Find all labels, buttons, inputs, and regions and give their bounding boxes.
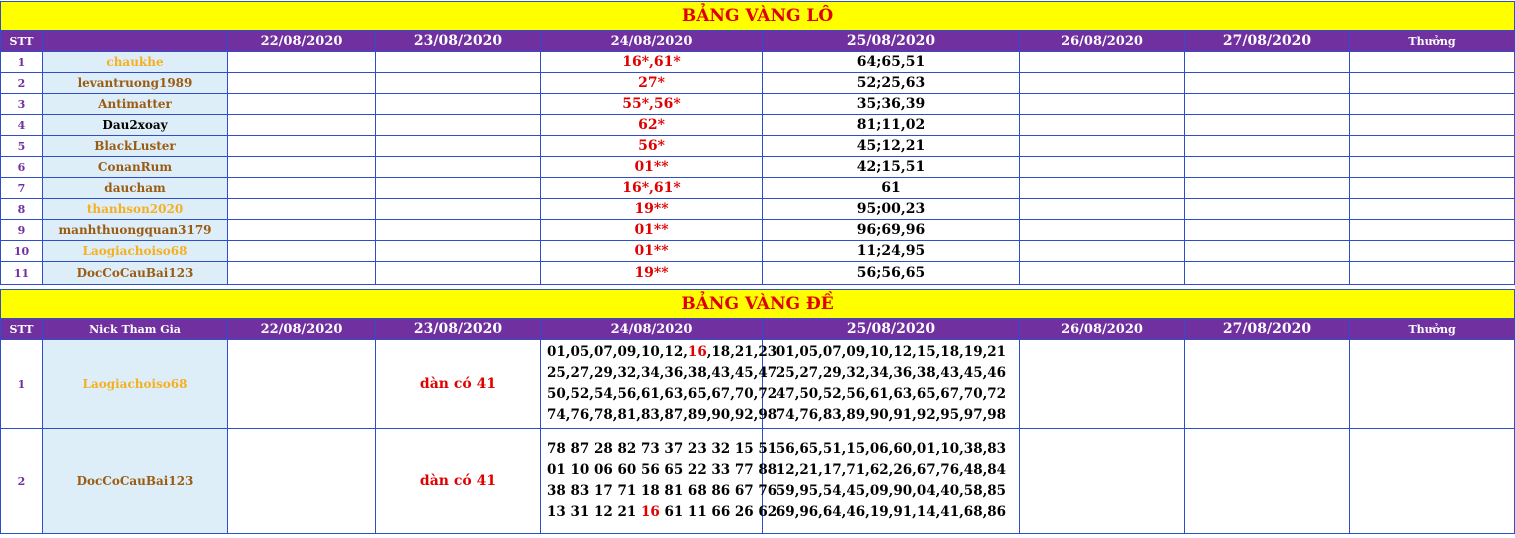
lo-table-title: BẢNG VÀNG LÔ bbox=[1, 2, 1515, 31]
lo-table-row bbox=[1, 157, 1515, 178]
lo-cell-date-3: 55*,56* bbox=[541, 94, 763, 115]
de-cell-stt: 2 bbox=[1, 429, 43, 534]
number-line bbox=[547, 481, 778, 502]
lo-header-date-1: 22/08/2020 bbox=[228, 31, 376, 52]
lo-cell-date-5 bbox=[1020, 220, 1185, 241]
lo-cell-nick: ConanRum bbox=[43, 157, 228, 178]
lo-cell-date-1 bbox=[228, 52, 376, 73]
lo-cell-stt: 6 bbox=[1, 157, 43, 178]
lo-cell-date-4: 64;65,51 bbox=[763, 52, 1020, 73]
number-text: 01,05,07,09,10,12, bbox=[547, 344, 688, 360]
lo-header-row bbox=[1, 31, 1515, 52]
lo-cell-date-5 bbox=[1020, 157, 1185, 178]
lo-cell-date-2 bbox=[376, 52, 541, 73]
lo-cell-date-2 bbox=[376, 178, 541, 199]
lo-table-row bbox=[1, 115, 1515, 136]
lo-cell-date-6 bbox=[1185, 220, 1350, 241]
lo-cell-nick: levantruong1989 bbox=[43, 73, 228, 94]
de-cell-nick: Laogiachoiso68 bbox=[43, 340, 228, 429]
de-header-row bbox=[1, 319, 1515, 340]
lo-table-row bbox=[1, 136, 1515, 157]
lo-cell-date-4: 81;11,02 bbox=[763, 115, 1020, 136]
de-header-date-4: 25/08/2020 bbox=[763, 319, 1020, 340]
lo-table-row bbox=[1, 73, 1515, 94]
lo-cell-date-2 bbox=[376, 94, 541, 115]
lo-cell-date-4: 95;00,23 bbox=[763, 199, 1020, 220]
lo-cell-date-5 bbox=[1020, 73, 1185, 94]
de-table-row bbox=[1, 429, 1515, 534]
lo-cell-reward bbox=[1350, 178, 1515, 199]
lo-table-row bbox=[1, 220, 1515, 241]
lo-table-row bbox=[1, 262, 1515, 285]
lo-cell-date-2 bbox=[376, 157, 541, 178]
lo-table-row bbox=[1, 241, 1515, 262]
lo-cell-date-2 bbox=[376, 199, 541, 220]
lo-cell-date-6 bbox=[1185, 262, 1350, 285]
lo-cell-date-1 bbox=[228, 157, 376, 178]
highlighted-number: 16 bbox=[687, 344, 707, 360]
lo-cell-reward bbox=[1350, 157, 1515, 178]
lo-cell-date-1 bbox=[228, 220, 376, 241]
lo-cell-stt: 5 bbox=[1, 136, 43, 157]
lo-cell-date-5 bbox=[1020, 115, 1185, 136]
number-line: 12,21,17,71,62,26,67,76,48,84 bbox=[775, 462, 1007, 478]
lo-cell-date-5 bbox=[1020, 199, 1185, 220]
lo-header-reward: Thưởng bbox=[1350, 31, 1515, 52]
lo-cell-date-5 bbox=[1020, 178, 1185, 199]
lo-cell-date-3: 27* bbox=[541, 73, 763, 94]
lo-cell-stt: 9 bbox=[1, 220, 43, 241]
de-cell-date-3 bbox=[541, 429, 778, 534]
de-header-date-5: 26/08/2020 bbox=[1020, 319, 1185, 340]
de-table-title: BẢNG VÀNG ĐỀ bbox=[1, 290, 1515, 319]
lo-cell-nick: thanhson2020 bbox=[43, 199, 228, 220]
lo-cell-stt: 2 bbox=[1, 73, 43, 94]
lo-cell-date-4: 96;69,96 bbox=[763, 220, 1020, 241]
lo-cell-reward bbox=[1350, 52, 1515, 73]
lo-cell-date-6 bbox=[1185, 115, 1350, 136]
lo-cell-date-6 bbox=[1185, 241, 1350, 262]
lo-cell-date-5 bbox=[1020, 241, 1185, 262]
lo-header-date-3: 24/08/2020 bbox=[541, 31, 763, 52]
lo-cell-date-5 bbox=[1020, 52, 1185, 73]
number-text: 78 87 28 82 73 37 23 32 15 51 bbox=[547, 441, 778, 457]
de-cell-nick: DocCoCauBai123 bbox=[43, 429, 228, 534]
de-header-date-2: 23/08/2020 bbox=[376, 319, 541, 340]
de-header-date-1: 22/08/2020 bbox=[228, 319, 376, 340]
lo-cell-date-2 bbox=[376, 262, 541, 285]
de-cell-date-3 bbox=[541, 340, 778, 429]
number-line bbox=[547, 342, 778, 363]
de-cell-reward bbox=[1350, 429, 1515, 534]
lo-header-date-6: 27/08/2020 bbox=[1185, 31, 1350, 52]
number-line: 47,50,52,56,61,63,65,67,70,72 bbox=[775, 386, 1007, 402]
lo-cell-stt: 11 bbox=[1, 262, 43, 285]
de-cell-date-6 bbox=[1185, 340, 1350, 429]
number-text: ,18,21,23 bbox=[706, 344, 778, 360]
lo-cell-stt: 1 bbox=[1, 52, 43, 73]
lo-cell-date-4: 45;12,21 bbox=[763, 136, 1020, 157]
number-line: 25,27,29,32,34,36,38,43,45,46 bbox=[775, 365, 1007, 381]
lo-cell-date-2 bbox=[376, 73, 541, 94]
number-text: 01 10 06 60 56 65 22 33 77 88 bbox=[547, 462, 778, 478]
de-cell-date-5 bbox=[1020, 340, 1185, 429]
lo-header-date-5: 26/08/2020 bbox=[1020, 31, 1185, 52]
lo-header-date-2: 23/08/2020 bbox=[376, 31, 541, 52]
de-header-date-3: 24/08/2020 bbox=[541, 319, 763, 340]
lo-cell-reward bbox=[1350, 115, 1515, 136]
number-line bbox=[547, 363, 778, 384]
lo-cell-reward bbox=[1350, 220, 1515, 241]
number-line: 01,05,07,09,10,12,15,18,19,21 bbox=[775, 344, 1007, 360]
de-table bbox=[0, 289, 1515, 534]
number-line bbox=[547, 384, 778, 405]
number-text: 13 31 12 21 bbox=[547, 504, 641, 520]
lo-cell-date-1 bbox=[228, 241, 376, 262]
lo-cell-date-6 bbox=[1185, 94, 1350, 115]
lo-cell-nick: BlackLuster bbox=[43, 136, 228, 157]
lo-table bbox=[0, 1, 1515, 285]
lo-cell-date-1 bbox=[228, 262, 376, 285]
number-line: 69,96,64,46,19,91,14,41,68,86 bbox=[775, 504, 1007, 520]
lo-cell-date-1 bbox=[228, 94, 376, 115]
lo-cell-date-6 bbox=[1185, 199, 1350, 220]
number-line: 56,65,51,15,06,60,01,10,38,83 bbox=[775, 441, 1007, 457]
lo-cell-date-5 bbox=[1020, 262, 1185, 285]
lo-cell-stt: 4 bbox=[1, 115, 43, 136]
lo-cell-date-3: 01** bbox=[541, 157, 763, 178]
lo-cell-date-3: 01** bbox=[541, 241, 763, 262]
lo-header-nick bbox=[43, 31, 228, 52]
lo-cell-date-3: 19** bbox=[541, 199, 763, 220]
lo-cell-date-4: 61 bbox=[763, 178, 1020, 199]
lo-cell-date-2 bbox=[376, 136, 541, 157]
de-cell-stt: 1 bbox=[1, 340, 43, 429]
number-line bbox=[547, 439, 778, 460]
number-text: 50,52,54,56,61,63,65,67,70,72 bbox=[547, 386, 778, 402]
number-text: 74,76,78,81,83,87,89,90,92,98 bbox=[547, 407, 778, 423]
lo-cell-date-1 bbox=[228, 178, 376, 199]
lo-cell-date-3: 01** bbox=[541, 220, 763, 241]
lo-cell-nick: manhthuongquan3179 bbox=[43, 220, 228, 241]
lo-cell-date-5 bbox=[1020, 94, 1185, 115]
lo-cell-reward bbox=[1350, 73, 1515, 94]
number-text: 38 83 17 71 18 81 68 86 67 76 bbox=[547, 483, 778, 499]
lo-cell-nick: Laogiachoiso68 bbox=[43, 241, 228, 262]
number-text: 61 11 66 26 62 bbox=[659, 504, 778, 520]
lo-header-date-4: 25/08/2020 bbox=[763, 31, 1020, 52]
de-header-date-6: 27/08/2020 bbox=[1185, 319, 1350, 340]
lo-cell-reward bbox=[1350, 241, 1515, 262]
number-line bbox=[547, 460, 778, 481]
de-header-nick: Nick Tham Gia bbox=[43, 319, 228, 340]
de-cell-date-5 bbox=[1020, 429, 1185, 534]
lo-table-row bbox=[1, 52, 1515, 73]
lo-cell-reward bbox=[1350, 94, 1515, 115]
lo-cell-nick: DocCoCauBai123 bbox=[43, 262, 228, 285]
lo-cell-nick: daucham bbox=[43, 178, 228, 199]
lo-table-row bbox=[1, 94, 1515, 115]
lo-cell-date-6 bbox=[1185, 73, 1350, 94]
lo-cell-date-6 bbox=[1185, 178, 1350, 199]
de-cell-date-1 bbox=[228, 429, 376, 534]
lo-cell-reward bbox=[1350, 136, 1515, 157]
lo-cell-reward bbox=[1350, 262, 1515, 285]
lo-cell-nick: Antimatter bbox=[43, 94, 228, 115]
lo-cell-date-4: 56;56,65 bbox=[763, 262, 1020, 285]
number-line bbox=[547, 502, 778, 523]
lo-cell-date-4: 52;25,63 bbox=[763, 73, 1020, 94]
lo-cell-stt: 10 bbox=[1, 241, 43, 262]
lo-cell-date-2 bbox=[376, 115, 541, 136]
lo-table-row bbox=[1, 199, 1515, 220]
de-cell-date-2: dàn có 41 bbox=[376, 429, 541, 534]
lo-cell-date-6 bbox=[1185, 52, 1350, 73]
de-cell-reward bbox=[1350, 340, 1515, 429]
lo-cell-date-3: 62* bbox=[541, 115, 763, 136]
lo-table-row bbox=[1, 178, 1515, 199]
number-line: 59,95,54,45,09,90,04,40,58,85 bbox=[775, 483, 1007, 499]
de-cell-date-6 bbox=[1185, 429, 1350, 534]
de-cell-date-4 bbox=[763, 340, 1020, 429]
lo-cell-reward bbox=[1350, 199, 1515, 220]
lo-cell-date-4: 11;24,95 bbox=[763, 241, 1020, 262]
lo-cell-stt: 3 bbox=[1, 94, 43, 115]
de-cell-date-2: dàn có 41 bbox=[376, 340, 541, 429]
lo-cell-nick: chaukhe bbox=[43, 52, 228, 73]
lo-cell-date-1 bbox=[228, 73, 376, 94]
lo-cell-date-6 bbox=[1185, 157, 1350, 178]
lo-cell-date-1 bbox=[228, 199, 376, 220]
lo-cell-date-4: 35;36,39 bbox=[763, 94, 1020, 115]
lo-cell-date-3: 16*,61* bbox=[541, 52, 763, 73]
lo-cell-date-3: 56* bbox=[541, 136, 763, 157]
lo-cell-date-2 bbox=[376, 220, 541, 241]
lo-cell-date-3: 16*,61* bbox=[541, 178, 763, 199]
lo-cell-date-2 bbox=[376, 241, 541, 262]
lo-cell-date-6 bbox=[1185, 136, 1350, 157]
lo-cell-stt: 7 bbox=[1, 178, 43, 199]
number-line bbox=[547, 405, 778, 426]
lo-cell-date-4: 42;15,51 bbox=[763, 157, 1020, 178]
lo-cell-date-5 bbox=[1020, 136, 1185, 157]
lo-cell-date-1 bbox=[228, 115, 376, 136]
de-header-reward: Thưởng bbox=[1350, 319, 1515, 340]
number-text: 25,27,29,32,34,36,38,43,45,47 bbox=[547, 365, 778, 381]
lo-cell-date-1 bbox=[228, 136, 376, 157]
number-line: 74,76,83,89,90,91,92,95,97,98 bbox=[775, 407, 1007, 423]
de-cell-date-1 bbox=[228, 340, 376, 429]
de-cell-date-4 bbox=[763, 429, 1020, 534]
lo-header-stt: STT bbox=[1, 31, 43, 52]
lo-cell-stt: 8 bbox=[1, 199, 43, 220]
lo-cell-nick: Dau2xoay bbox=[43, 115, 228, 136]
lo-cell-date-3: 19** bbox=[541, 262, 763, 285]
de-header-stt: STT bbox=[1, 319, 43, 340]
highlighted-number: 16 bbox=[640, 504, 660, 520]
de-table-row bbox=[1, 340, 1515, 429]
